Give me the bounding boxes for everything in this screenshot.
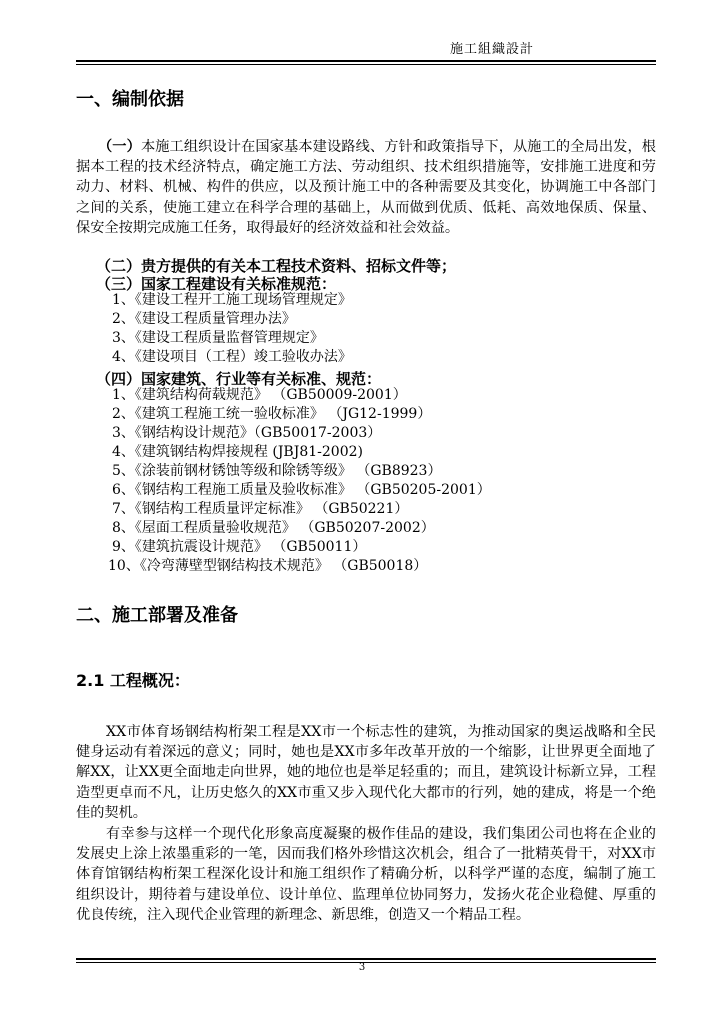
overview-paragraph-2: 有幸参与这样一个现代化形象高度凝聚的极作佳品的建设，我们集团公司也将在企业的发展史上涂上浓墨重彩的一笔，因而我们格外珍惜这次机会，组合了一批精英骨干，对XX市体育馆钢结构桁架工程深化设计和施工组织作了精确分析，以科学严谨的态度，编制了施工组织设计，期待着与建设单位、设计单位、监理单位协同努力，发扬火花企业稳健、厚重的优良传统，注入现代企业管理的新理念、新思维，创造又一个精品工程。 [76,826,656,923]
list-item: 7、《钢结构工程质量评定标准》 （GB50221） [112,501,409,517]
footer-rule [76,958,656,960]
list-item: 6、《钢结构工程施工质量及验收标准》 （GB50205-2001） [112,482,491,498]
list-item: 2、《建筑工程施工统一验收标准》 （JG12-1999） [112,406,432,422]
list-item: 3、《钢结构设计规范》（GB50017-2003） [112,425,382,441]
list-item: 1、《建筑结构荷载规范》 （GB50009-2001） [112,387,407,403]
list-item: 5、《涂装前钢材锈蚀等级和除锈等级》 （GB8923） [112,463,442,479]
overview-paragraph-1: XX市体育场钢结构桁架工程是XX市一个标志性的建筑，为推动国家的奥运战略和全民健身运动有着深远的意义；同时，她也是XX市多年改革开放的一个缩影，让世界更全面地了解XX，让XX更全面地走向世界，她的地位也是举足轻重的；而且，建筑设计标新立异，工程造型更卓而不凡，让历史悠久的XX市重又步入现代化大都市的行列，她的建成，将是一个绝佳的契机。 [76,724,656,821]
list-item: 8、《屋面工程质量验收规范》 （GB50207-2002） [112,520,435,536]
list-item: 2、《建设工程质量管理办法》 [112,311,296,327]
subsection-heading: 2.1 工程概况： [76,671,190,690]
section-heading-2: 二、施工部署及准备 [76,605,238,626]
subheading-4: （四）国家建筑、行业等有关标准、规范： [96,370,382,388]
header-rule [76,60,656,62]
list-item: 3、《建设工程质量监督管理规定》 [112,330,324,346]
standards-list-3 [112,291,352,367]
basis-text: 本施工组织设计在国家基本建设路线、方针和政策指导下，从施工的全局出发，根据本工程的技术经济特点，确定施工方法、劳动组织、技术组织措施等，安排施工进度和劳动力、材料、机械、构件的供应，以及预计施工中的各种需要及其变化，协调施工中各部门之间的关系，使施工建立在科学合理的基础上，从而做到优质、低耗、高效地保质、保量、保安全按期完成施工任务，取得最好的经济效益和社会效益。 [76,139,656,236]
running-header: 施工組織設計 [449,42,534,57]
list-item: 1、《建设工程开工施工现场管理规定》 [112,292,352,308]
header-rule-thin [76,64,656,65]
section-heading-1: 一、编制依据 [76,89,184,110]
list-item: 10、《冷弯薄壁型钢结构技术规范》 （GB50018） [108,558,428,574]
basis-paragraph [76,137,656,238]
list-item: 9、《建筑抗震设计规范》 （GB50011） [112,539,367,555]
page-number: 3 [358,962,366,973]
list-item: 4、《建设项目（工程）竣工验收办法》 [112,349,352,365]
subheading-3: （三）国家工程建设有关标准规范： [96,275,337,293]
standards-list-4 [108,386,491,576]
basis-lead: （一） [98,139,141,155]
list-item: 4、《建筑钢结构焊接规程 (JBJ81-2002) [112,444,363,460]
subheading-2: （二）贵方提供的有关本工程技术资料、招标文件等； [96,257,457,275]
